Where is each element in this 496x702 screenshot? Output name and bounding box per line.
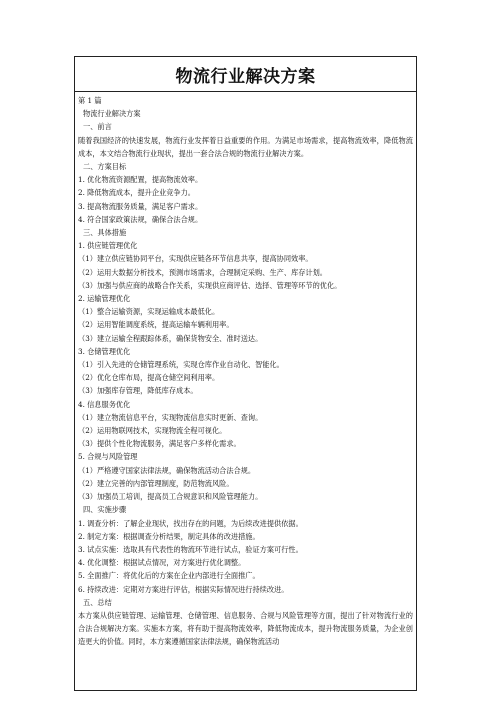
document-frame (74, 56, 417, 691)
body-line: 1. 调查分析：了解企业现状，找出存在的问题，为后续改进提供依据。 (78, 518, 303, 528)
body-line: 3. 提高物流服务质量，满足客户需求。 (78, 201, 203, 211)
body-line: 4. 符合国家政策法规，确保合法合规。 (78, 214, 203, 224)
body-line: 2. 制定方案：根据调查分析结果，制定具体的改进措施。 (78, 531, 260, 541)
body-line: 6. 持续改进：定期对方案进行评估，根据实际情况进行持续改进。 (78, 584, 289, 594)
body-line: （1）整合运输资源，实现运输成本最低化。 (78, 307, 220, 317)
body-line: （2）运用智能调度系统，提高运输车辆利用率。 (78, 320, 234, 330)
body-line: 第 1 篇 (78, 96, 102, 105)
body-paragraph: 本方案从供应链管理、运输管理、仓储管理、信息服务、合规与风险管理等方面，提出了针对物流行业的合法合规解决方案。实施本方案，将有助于提高物流效率，降低物流成本，提升物流服务质量，为企业创造更大的价值。同时，本方案遵循国家法律法规，确保物流活动 (78, 610, 413, 647)
body-line: （1）引入先进的仓储管理系统，实现仓库作业自动化、智能化。 (78, 360, 284, 370)
body-line: 四、实施步骤 (83, 505, 127, 515)
body-line: （3）建立运输全程跟踪体系，确保货物安全、准时送达。 (78, 333, 263, 343)
body-line: 1. 优化物流资源配置，提高物流效率。 (78, 175, 203, 185)
body-line: （2）建立完善的内部管理制度，防范物流风险。 (78, 478, 234, 488)
body-line: （1）建立物流信息平台，实现物流信息实时更新、查询。 (78, 412, 263, 422)
body-line: 二、方案目标 (83, 162, 127, 172)
body-line: 五、总结 (83, 597, 112, 607)
document-title: 物流行业解决方案 (175, 66, 316, 87)
body-line: 4. 优化调整：根据试点情况，对方案进行优化调整。 (78, 558, 246, 568)
body-line: 一、前言 (83, 122, 112, 132)
body-line: 三、具体措施 (83, 228, 127, 238)
body-line: 1. 供应链管理优化 (78, 241, 138, 251)
body-line: （3）提供个性化物流服务，满足客户多样化需求。 (78, 439, 241, 449)
body-line: 5. 全面推广：将优化后的方案在企业内部进行全面推广。 (78, 571, 260, 581)
title-row (75, 57, 416, 92)
body-line: 4. 信息服务优化 (78, 399, 131, 409)
document-body (75, 92, 416, 649)
body-line: （1）建立供应链协同平台，实现供应链各环节信息共享，提高协同效率。 (78, 254, 313, 264)
body-line: 物流行业解决方案 (83, 109, 141, 119)
body-line: 3. 仓储管理优化 (78, 346, 131, 356)
body-line: （3）加强员工培训，提高员工合规意识和风险管理能力。 (78, 492, 263, 502)
body-line: 2. 降低物流成本，提升企业竞争力。 (78, 188, 195, 198)
body-line: （2）运用物联网技术，实现物流全程可视化。 (78, 426, 227, 436)
body-line: （3）加强与供应商的战略合作关系，实现供应商评估、选择、管理等环节的优化。 (78, 280, 342, 290)
body-paragraph: 随着我国经济的快速发展，物流行业发挥着日益重要的作用。为满足市场需求，提高物流效率，降低物流成本，本文结合物流行业现状，提出一套合法合规的物流行业解决方案。 (78, 135, 413, 158)
body-line: （2）运用大数据分析技术，预测市场需求，合理制定采购、生产、库存计划。 (78, 267, 327, 277)
body-line: 3. 试点实施：选取具有代表性的物流环节进行试点，验证方案可行性。 (78, 544, 303, 554)
body-line: （2）优化仓库布局，提高仓储空间利用率。 (78, 373, 220, 383)
body-line: （1）严格遵守国家法律法规，确保物流活动合法合规。 (78, 465, 256, 475)
body-line: 5. 合规与风险管理 (78, 452, 138, 462)
body-line: 2. 运输管理优化 (78, 294, 131, 304)
body-line: （3）加强库存管理，降低库存成本。 (78, 386, 198, 396)
